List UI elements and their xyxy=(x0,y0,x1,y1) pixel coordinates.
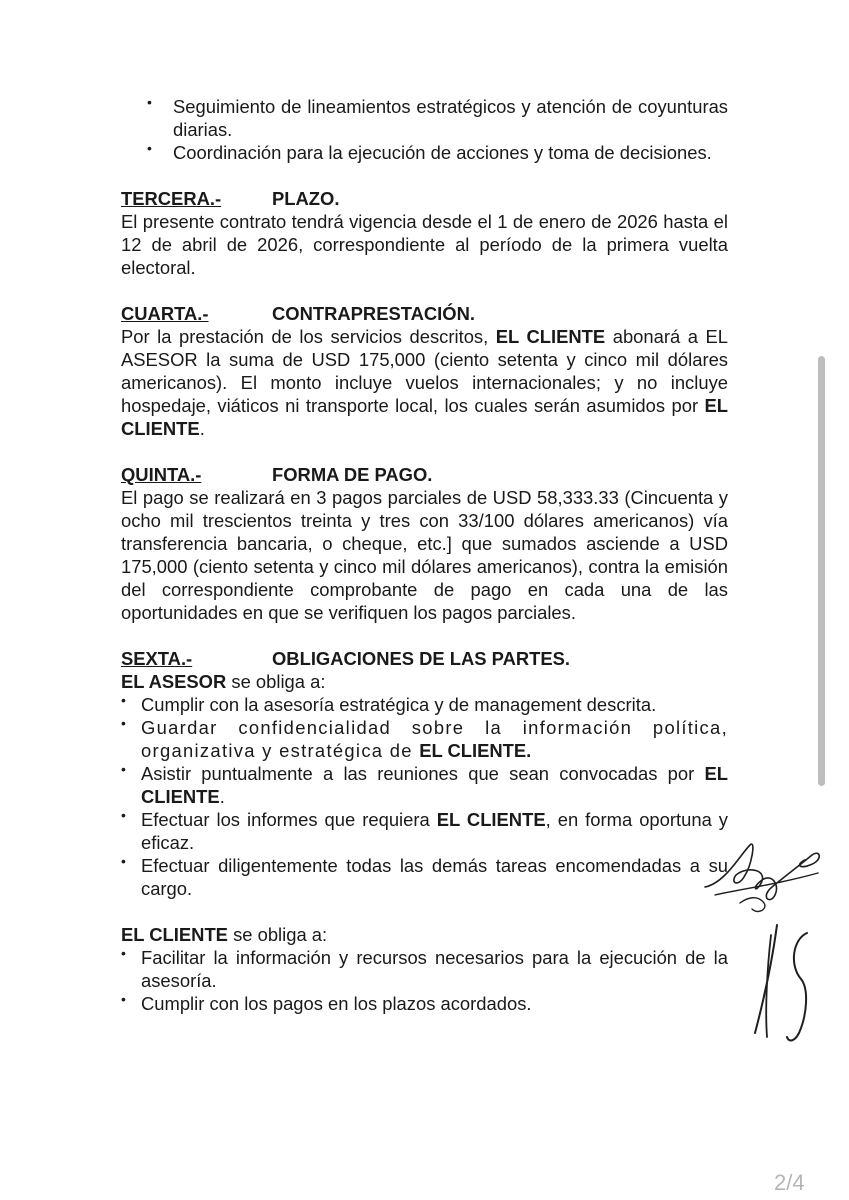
clause-title: CONTRAPRESTACIÓN. xyxy=(272,303,475,324)
page-indicator: 2/4 xyxy=(774,1170,805,1195)
party-name: EL CLIENTE xyxy=(121,924,228,945)
document-body xyxy=(121,95,728,1015)
party-name: EL CLIENTE xyxy=(121,395,728,439)
list-item: • Seguimiento de lineamientos estratégicos y atención de coyunturas diarias. xyxy=(121,95,728,141)
clause-sexta xyxy=(121,647,728,1015)
bullet-icon: • xyxy=(121,761,126,777)
cliente-obligations-intro: EL CLIENTE se obliga a: xyxy=(121,924,328,945)
clause-number: QUINTA.- xyxy=(121,464,202,485)
party-name: EL CLIENTE xyxy=(436,809,546,830)
clause-title: PLAZO. xyxy=(272,188,340,209)
clause-number: SEXTA.- xyxy=(121,648,193,669)
cliente-obligations-list xyxy=(121,946,728,1015)
clause-heading xyxy=(121,647,728,670)
list-item: • Coordinación para la ejecución de acciones y toma de decisiones. xyxy=(121,141,728,164)
clause-heading xyxy=(121,187,728,210)
clause-heading xyxy=(121,463,728,486)
clause-title: FORMA DE PAGO. xyxy=(272,464,433,485)
signature-1 xyxy=(700,825,830,920)
clause-number: TERCERA.- xyxy=(121,188,222,209)
bullet-icon: • xyxy=(121,807,126,823)
clause-heading xyxy=(121,302,728,325)
asesor-obligations-list xyxy=(121,693,728,900)
bullet-icon: • xyxy=(121,853,126,869)
clause-quinta xyxy=(121,463,728,624)
list-item: • Cumplir con los pagos en los plazos acordados. xyxy=(121,992,728,1015)
vertical-scrollbar[interactable] xyxy=(818,356,825,786)
bullet-icon: • xyxy=(121,991,126,1007)
list-item: • Guardar confidencialidad sobre la información política, organizativa y estratégica de EL CLIENTE. xyxy=(121,716,728,762)
party-name: EL CLIENTE xyxy=(495,326,606,347)
party-name: EL CLIENTE xyxy=(141,763,728,807)
bullet-icon: • xyxy=(147,94,152,110)
clause-cuarta xyxy=(121,302,728,440)
bullet-icon: • xyxy=(121,945,126,961)
list-item: • Cumplir con la asesoría estratégica y de management descrita. xyxy=(121,693,728,716)
bullet-icon: • xyxy=(147,140,152,156)
list-item: • Efectuar los informes que requiera EL CLIENTE, en forma oportuna y eficaz. xyxy=(121,808,728,854)
list-item: • Facilitar la información y recursos necesarios para la ejecución de la asesoría. xyxy=(121,946,728,992)
clause-title: OBLIGACIONES DE LAS PARTES. xyxy=(272,648,571,669)
signature-2 xyxy=(745,915,820,1055)
list-item: • Efectuar diligentemente todas las demás tareas encomendadas a su cargo. xyxy=(121,854,728,900)
clause-text: El pago se realizará en 3 pagos parciales de USD 58,333.33 (Cincuenta y ocho mil trescientos treinta y tres con 33/100 dólares americanos) vía transferencia bancaria, o cheque, etc.] que sumados asciende a USD 175,000 (ciento setenta y cinco mil dólares americanos), contra la emisión del correspondiente comprobante de pago en cada una de las oportunidades en que se verifiquen los pagos parciales. xyxy=(121,487,728,623)
clause-number: CUARTA.- xyxy=(121,303,209,324)
clause-tercera xyxy=(121,187,728,279)
asesor-obligations-intro: EL ASESOR se obliga a: xyxy=(121,671,326,692)
bullet-icon: • xyxy=(121,692,126,708)
clause-text: El presente contrato tendrá vigencia desde el 1 de enero de 2026 hasta el 12 de abril de 2026, correspondiente al período de la primera vuelta electoral. xyxy=(121,211,728,278)
party-name: EL CLIENTE. xyxy=(419,740,532,761)
list-item: • Asistir puntualmente a las reuniones que sean convocadas por EL CLIENTE. xyxy=(121,762,728,808)
bullet-icon: • xyxy=(121,715,126,731)
clause-text: Por la prestación de los servicios descritos, EL CLIENTE abonará a EL ASESOR la suma de USD 175,000 (ciento setenta y cinco mil dólares americanos). El monto incluye vuelos internacionales; y no incluye hospedaje, viáticos ni transporte local, los cuales serán asumidos por EL CLIENTE. xyxy=(121,326,729,439)
party-name: EL ASESOR xyxy=(121,671,227,692)
intro-bullet-list xyxy=(121,95,728,164)
